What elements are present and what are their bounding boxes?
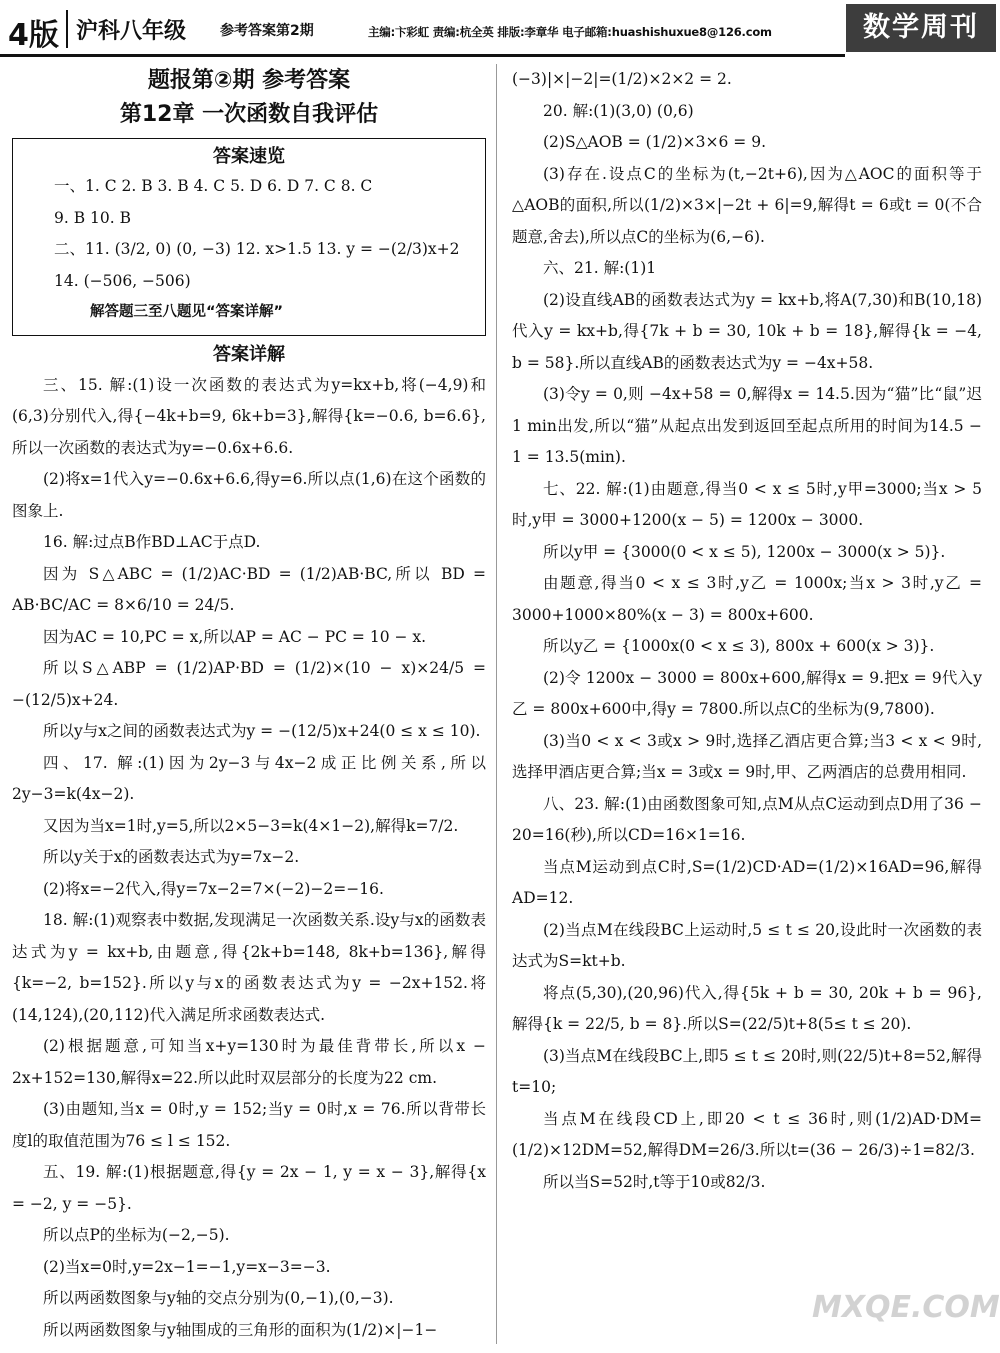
answer-paragraph: 又因为当x=1时,y=5,所以2×5−3=k(4×1−2),解得k=7/2. <box>43 816 459 835</box>
answer-paragraph: 所以y甲 = {3000(0 < x ≤ 5), 1200x − 3000(x > 5)}. <box>543 542 946 561</box>
page-header <box>0 0 1000 58</box>
detail-heading: 答案详解 <box>213 343 285 365</box>
answer-paragraph: 八、23. 解:(1)由函数图象可知,点M从点C运动到点D用了36 − 20=16(秒),所以CD=16×1=16. <box>512 794 982 844</box>
issue-label: 参考答案第2期 <box>220 23 314 39</box>
left-column <box>12 64 486 1346</box>
answer-paragraph: 将点(5,30),(20,96)代入,得{5k + b = 30, 20k + b = 96},解得{k = 22/5, b = 8}.所以S=(22/5)t+8(5≤ t ≤ 20). <box>512 983 982 1033</box>
credits: 主编:卞彩虹 责编:杭全英 排版:李章华 电子邮箱:huashishuxue8@126.com <box>368 25 772 39</box>
answer-paragraph: 16. 解:过点B作BD⊥AC于点D. <box>43 533 261 551</box>
answer-paragraph: (2)将x=−2代入,得y=7x−2=7×(−2)−2=−16. <box>43 879 384 898</box>
answer-paragraph: 因为 S△ABC = (1/2)AC·BD = (1/2)AB·BC,所以 BD = AB·BC/AC = 8×6/10 = 24/5. <box>12 564 486 614</box>
answer-paragraph: 20. 解:(1)(3,0) (0,6) <box>543 101 694 120</box>
answer-paragraph: (3)存在.设点C的坐标为(t,−2t+6),因为△AOC的面积等于△AOB的面积,所以(1/2)×3×|−2t + 6|=9,解得t = 6或t = 0(不合题意,舍去),所以点C的坐标为(6,−6). <box>512 164 982 246</box>
quick-answers-box <box>12 138 486 336</box>
quick-line: 一、1. C 2. B 3. B 4. C 5. D 6. D 7. C 8. C <box>54 177 373 195</box>
answer-paragraph: 所以当S=52时,t等于10或82/3. <box>543 1172 766 1191</box>
answer-paragraph: 所以点P的坐标为(−2,−5). <box>43 1226 230 1244</box>
answer-paragraph: (3)由题知,当x = 0时,y = 152;当y = 0时,x = 76.所以背带长度l的取值范围为76 ≤ l ≤ 152. <box>12 1100 486 1150</box>
header-rule <box>0 54 845 57</box>
title-line-1: 题报第②期 参考答案 <box>147 68 351 93</box>
quick-line: 二、11. (3/2, 0) (0, −3) 12. x>1.5 13. y = −(2/3)x+2 <box>54 240 460 258</box>
answer-paragraph: 因为AC = 10,PC = x,所以AP = AC − PC = 10 − x. <box>43 627 427 646</box>
grade-label: 沪科八年级 <box>76 19 187 44</box>
answer-paragraph: 18. 解:(1)观察表中数据,发现满足一次函数关系.设y与x的函数表达式为y = kx+b,由题意,得{2k+b=148, 8k+b=136},解得{k=−2, b=152}.所以y与x的函数表达式为y = −2x+152.将(14,124),(20,112)代入满足所求函数表达式. <box>12 911 486 1024</box>
answer-paragraph: 四、17. 解:(1)因为2y−3与4x−2成正比例关系,所以2y−3=k(4x−2). <box>12 753 486 803</box>
answer-paragraph: 当点M在线段CD上,即20 < t ≤ 36时,则(1/2)AD·DM=(1/2)×12DM=52,解得DM=26/3.所以t=(36 − 26/3)÷1=82/3. <box>512 1109 982 1159</box>
answer-paragraph: 七、22. 解:(1)由题意,得当0 < x ≤ 5时,y甲=3000;当x > 5时,y甲 = 3000+1200(x − 5) = 1200x − 3000. <box>512 479 982 529</box>
title-line-2: 第12章 一次函数自我评估 <box>119 102 379 127</box>
answer-paragraph: (2)当x=0时,y=2x−1=−1,y=x−3=−3. <box>43 1257 331 1276</box>
quick-answers-heading: 答案速览 <box>213 146 285 167</box>
answer-paragraph: 六、21. 解:(1)1 <box>543 259 657 277</box>
page-version: 4版 <box>8 18 59 53</box>
answer-paragraph: 所以y关于x的函数表达式为y=7x−2. <box>43 848 300 866</box>
answer-paragraph: (3)令y = 0,则 −4x+58 = 0,解得x = 14.5.因为“猫”比“鼠”迟1 min出发,所以“猫”从起点出发到返回至起点所用的时间为14.5 − 1 = 13.5(min). <box>512 385 982 466</box>
answer-paragraph: 三、15. 解:(1)设一次函数的表达式为y=kx+b,将(−4,9)和(6,3)分别代入,得{−4k+b=9, 6k+b=3},解得{k=−0.6, b=6.6},所以一次函数的表达式为y=−0.6x+6.6. <box>12 375 486 457</box>
answer-paragraph: 当点M运动到点C时,S=(1/2)CD·AD=(1/2)×16AD=96,解得AD=12. <box>512 857 982 907</box>
brand-logo: 数学周刊 <box>846 4 996 52</box>
quick-line: 9. B 10. B <box>54 208 132 227</box>
answer-paragraph: (2)设直线AB的函数表达式为y = kx+b,将A(7,30)和B(10,18)代入y = kx+b,得{7k + b = 30, 10k + b = 18},解得{k = −4, b = 58}.所以直线AB的函数表达式为y = −4x+58. <box>512 290 982 372</box>
answer-paragraph: 由题意,得当0 < x ≤ 3时,y乙 = 1000x;当x > 3时,y乙 = 3000+1000×80%(x − 3) = 800x+600. <box>512 574 982 624</box>
answer-paragraph: (−3)|×|−2|=(1/2)×2×2 = 2. <box>512 70 732 88</box>
header-divider <box>66 10 68 48</box>
right-column <box>512 64 982 1198</box>
answer-paragraph: (2)令 1200x − 3000 = 800x+600,解得x = 9.把x = 9代入y乙 = 800x+600中,得y = 7800.所以点C的坐标为(9,7800). <box>512 668 982 718</box>
watermark: MXQE.COM <box>812 1290 1000 1325</box>
answer-paragraph: 五、19. 解:(1)根据题意,得{y = 2x − 1, y = x − 3},解得{x = −2, y = −5}. <box>12 1163 486 1213</box>
answer-paragraph: 所以S△ABP = (1/2)AP·BD = (1/2)×(10 − x)×24/5 = −(12/5)x+24. <box>12 659 486 709</box>
answer-paragraph: (2)当点M在线段BC上运动时,5 ≤ t ≤ 20,设此时一次函数的表达式为S=kt+b. <box>512 920 982 970</box>
quick-note: 解答题三至八题见“答案详解” <box>90 304 284 320</box>
answer-paragraph: (2)将x=1代入y=−0.6x+6.6,得y=6.所以点(1,6)在这个函数的图象上. <box>12 470 486 520</box>
answer-paragraph: (3)当点M在线段BC上,即5 ≤ t ≤ 20时,则(22/5)t+8=52,解得t=10; <box>512 1046 982 1096</box>
quick-line: 14. (−506, −506) <box>54 271 191 290</box>
answer-paragraph: (2)根据题意,可知当x+y=130时为最佳背带长,所以x − 2x+152=130,解得x=22.所以此时双层部分的长度为22 cm. <box>12 1037 486 1087</box>
answer-paragraph: (3)当0 < x < 3或x > 9时,选择乙酒店更合算;当3 < x < 9时,选择甲酒店更合算;当x = 3或x = 9时,甲、乙两酒店的总费用相同. <box>512 731 982 781</box>
column-divider <box>496 64 497 1344</box>
answer-paragraph: 所以两函数图象与y轴围成的三角形的面积为(1/2)×|−1− <box>43 1320 438 1339</box>
answer-paragraph: 所以y乙 = {1000x(0 < x ≤ 3), 800x + 600(x > 3)}. <box>543 637 935 655</box>
answer-paragraph: 所以y与x之间的函数表达式为y = −(12/5)x+24(0 ≤ x ≤ 10). <box>43 722 481 740</box>
answer-paragraph: 所以两函数图象与y轴的交点分别为(0,−1),(0,−3). <box>43 1289 394 1307</box>
answer-paragraph: (2)S△AOB = (1/2)×3×6 = 9. <box>543 133 766 151</box>
